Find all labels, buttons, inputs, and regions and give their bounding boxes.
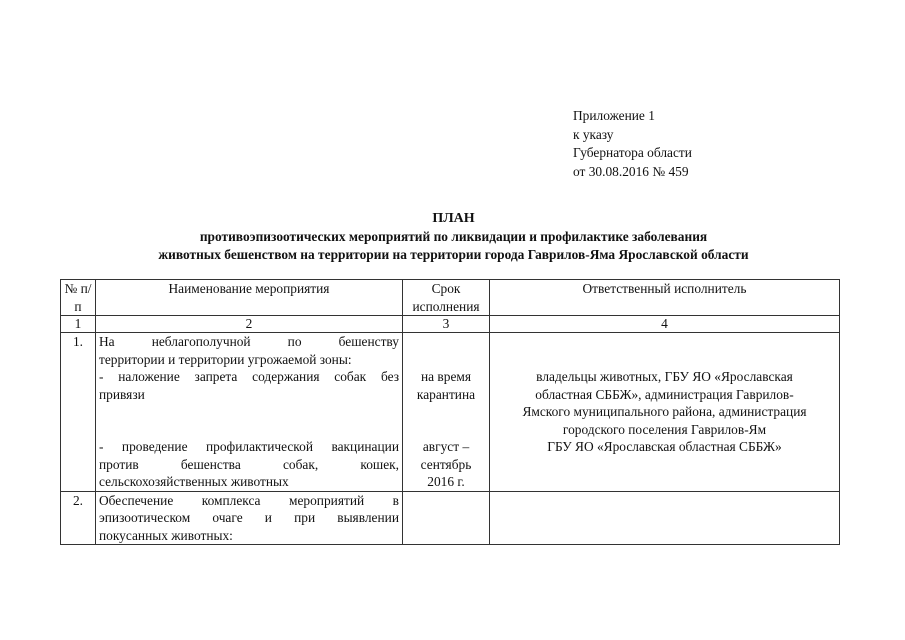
column-number-row — [61, 316, 840, 333]
table-row — [61, 491, 840, 545]
title-main: ПЛАН — [432, 211, 475, 226]
title-subtitle: животных бешенством на территории на территории города Гаврилов-Яма Ярославской области — [158, 247, 749, 262]
row-text-line: сельскохозяйственных животных — [99, 474, 289, 489]
header-term: Срок исполнения — [403, 280, 490, 316]
table-row — [61, 333, 840, 492]
appendix-line: Губернатора области — [573, 145, 692, 160]
row-name-cell — [96, 333, 403, 492]
row-number: 2. — [61, 491, 96, 545]
table-header-row — [61, 280, 840, 316]
row-text-line: - проведение профилактической вакцинации — [99, 439, 399, 454]
appendix-line: Приложение 1 — [573, 108, 655, 123]
title-subtitle: противоэпизоотических мероприятий по ликвидации и профилактике заболевания — [199, 229, 708, 244]
row-executor-text: городского поселения Гаврилов-Ям — [562, 421, 767, 437]
row-term-text: сентябрь — [420, 456, 472, 472]
header-executor: Ответственный исполнитель — [490, 280, 840, 316]
row-term-text: август – — [422, 439, 470, 454]
document-title — [60, 210, 847, 264]
row-text-line: территории и территории угрожаемой зоны: — [99, 351, 352, 367]
row-executor-text: владельцы животных, ГБУ ЯО «Ярославская — [536, 369, 793, 384]
row-term-text: на время карантина — [416, 369, 476, 402]
row-executor-cell — [490, 491, 840, 545]
row-executor-text: ГБУ ЯО «Ярославская областная СББЖ» — [547, 439, 782, 454]
plan-table — [60, 279, 840, 545]
row-text-line: против бешенства собак, кошек, — [99, 456, 399, 472]
appendix-line: к указу — [573, 126, 614, 142]
row-executor-text: областная СББЖ», администрация Гаврилов- — [535, 386, 794, 402]
row-text-line: На неблагополучной по бешенству — [99, 334, 399, 349]
column-number: 1 — [61, 316, 96, 333]
header-name: Наименование мероприятия — [96, 280, 403, 316]
row-term-cell — [403, 333, 490, 492]
column-number: 2 — [96, 316, 403, 333]
row-text-line: - наложение запрета содержания собак без — [99, 369, 399, 384]
row-executor-cell — [490, 333, 840, 492]
appendix-block — [573, 107, 692, 181]
row-term-cell — [403, 491, 490, 545]
appendix-line: от 30.08.2016 № 459 — [573, 163, 689, 179]
row-text-line: эпизоотическом очаге и при выявлении — [99, 510, 399, 525]
row-name-cell — [96, 491, 403, 545]
row-term-text: 2016 г. — [427, 474, 465, 489]
row-text-line: привязи — [99, 386, 145, 402]
row-text-line: Обеспечение комплекса мероприятий в — [99, 492, 399, 508]
row-number: 1. — [61, 333, 96, 492]
column-number: 3 — [403, 316, 490, 333]
row-executor-text: Ямского муниципального района, администрация — [522, 404, 807, 419]
row-text-line: покусанных животных: — [99, 527, 233, 543]
header-num: № п/п — [61, 280, 96, 316]
column-number: 4 — [490, 316, 840, 333]
